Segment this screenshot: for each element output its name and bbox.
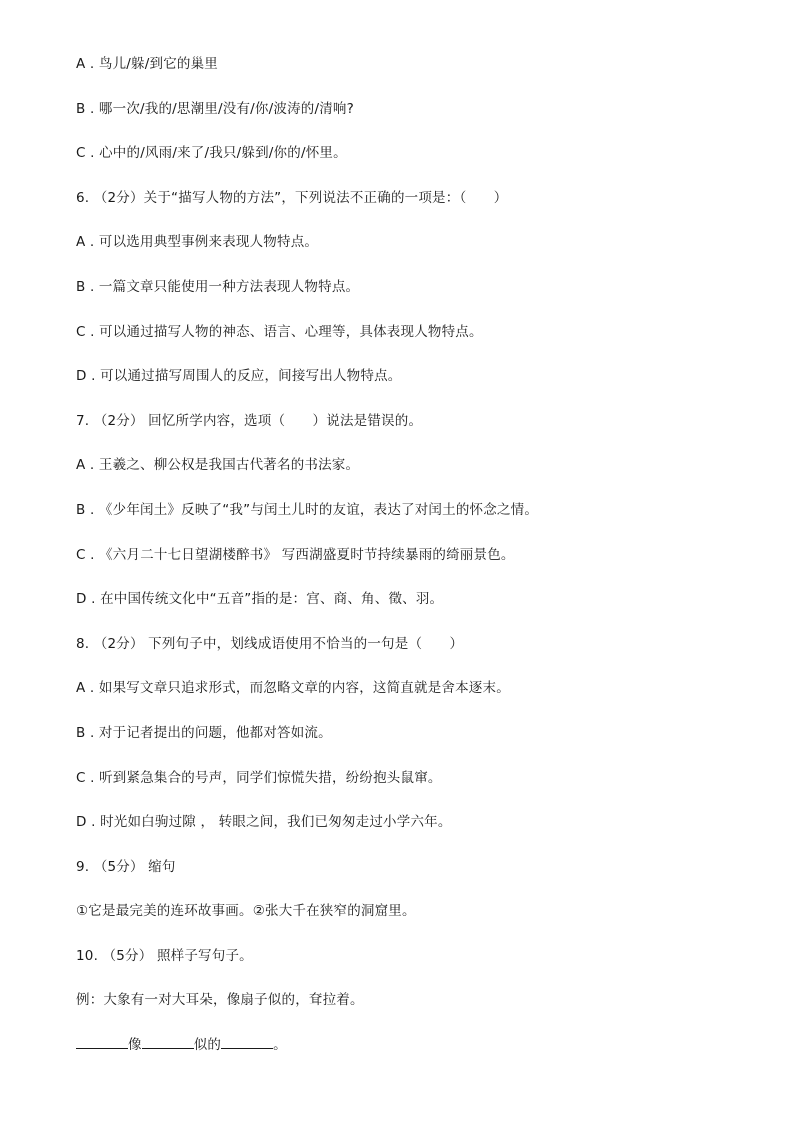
option-a-q7: A . 王羲之、柳公权是我国古代著名的书法家。 xyxy=(76,457,360,474)
option-d-q7: D . 在中国传统文化中“五音”指的是：宫、商、角、徵、羽。 xyxy=(76,591,444,608)
question-7: 7. （2分） 回忆所学内容，选项（ ）说法是错误的。 xyxy=(76,412,423,429)
answer-blank-3[interactable] xyxy=(221,1034,273,1049)
fill-end: 。 xyxy=(273,1037,287,1054)
question-6: 6. （2分）关于“描写人物的方法”，下列说法不正确的一项是：（ ） xyxy=(76,189,508,206)
option-c-q5: C . 心中的/风雨/来了/我只/躲到/你的/怀里。 xyxy=(76,145,347,162)
option-c-q6: C . 可以通过描写人物的神态、语言、心理等，具体表现人物特点。 xyxy=(76,323,483,340)
fill-word-1: 像 xyxy=(128,1037,142,1054)
question-8: 8. （2分） 下列句子中，划线成语使用不恰当的一句是（ ） xyxy=(76,635,464,652)
fill-in-line xyxy=(76,1033,766,1078)
question-10-example: 例：大象有一对大耳朵，像扇子似的，耷拉着。 xyxy=(76,992,364,1009)
option-c-q8: C . 听到紧急集合的号声，同学们惊慌失措，纷纷抱头鼠窜。 xyxy=(76,769,442,786)
option-a-q6: A . 可以选用典型事例来表现人物特点。 xyxy=(76,234,319,251)
option-c-q7: C . 《六月二十七日望湖楼醉书》 写西湖盛夏时节持续暴雨的绮丽景色。 xyxy=(76,546,515,563)
answer-blank-1[interactable] xyxy=(76,1034,128,1049)
option-b-q8: B . 对于记者提出的问题，他都对答如流。 xyxy=(76,724,332,741)
option-a-q5: A . 鸟儿/躲/到它的巢里 xyxy=(76,56,219,72)
option-b-q5: B . 哪一次/我的/思潮里/没有/你/波涛的/清响? xyxy=(76,100,354,117)
option-d-q8: D . 时光如白驹过隙 ， 转眼之间，我们已匆匆走过小学六年。 xyxy=(76,814,452,831)
option-b-q7: B . 《少年闰土》反映了“我”与闰土儿时的友谊，表达了对闰土的怀念之情。 xyxy=(76,501,539,518)
question-9-sentences: ①它是最完美的连环故事画。②张大千在狭窄的洞窟里。 xyxy=(76,903,416,920)
option-d-q6: D . 可以通过描写周围人的反应，间接写出人物特点。 xyxy=(76,368,402,385)
document-page xyxy=(76,52,766,1078)
answer-blank-2[interactable] xyxy=(142,1034,194,1049)
option-b-q6: B . 一篇文章只能使用一种方法表现人物特点。 xyxy=(76,278,360,295)
fill-word-2: 似的 xyxy=(193,1037,222,1054)
option-a-q8: A . 如果写文章只追求形式，而忽略文章的内容，这简直就是舍本逐末。 xyxy=(76,680,510,697)
question-10: 10. （5分） 照样子写句子。 xyxy=(76,947,253,964)
question-9: 9. （5分） 缩句 xyxy=(76,858,176,875)
